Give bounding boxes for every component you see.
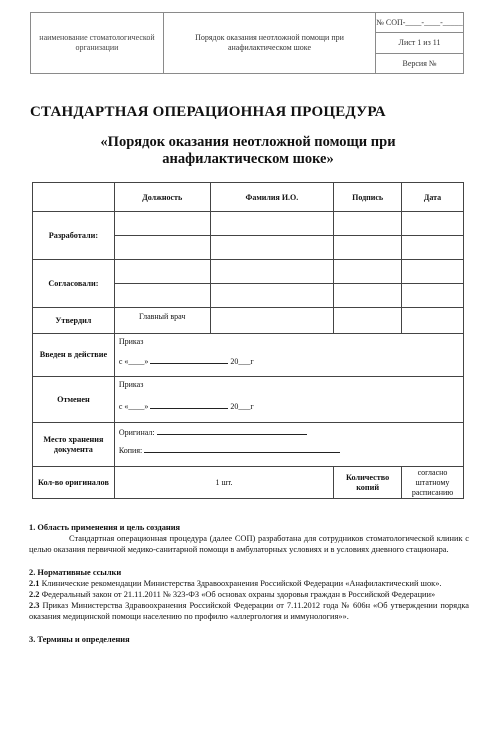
ref-2-1: Клинические рекомендации Министерства Здравоохранения Российской Федерации «Анафилактический шок». [41,579,442,588]
col-name: Фамилия И.О. [210,183,334,212]
table-row [33,308,464,334]
doc-name-cell: Порядок оказания неотложной помощи при анафилактическом шоке [164,13,376,73]
document-body [29,522,469,645]
table-row [33,423,464,467]
approval-table [32,182,464,499]
ref-2-3-number: 2.3 [29,601,40,610]
section-1-title: 1. Область применения и цель создания [29,523,181,532]
table-row [33,467,464,499]
col-date: Дата [402,183,464,212]
copies-count-value: согласно штатному расписанию [402,467,464,499]
cancelled-order-from: с «____» [118,402,149,411]
ref-2-3: Приказ Министерства Здравоохранения Российской Федерации от 7.11.2012 года № 606н «Об утверждении порядка оказания медицинской помощи населению по профилю «аллергология и иммунология»». [29,601,469,621]
original-line [157,427,307,435]
copy-line [144,445,340,453]
org-name-cell: наименование стоматологической организации [31,13,164,73]
table-row [33,212,464,236]
sop-number: № СОП-____-____-_____ [376,18,463,28]
ref-2-2: Федеральный закон от 21.11.2011 № 323-ФЗ «Об основах охраны здоровья граждан в Российской Федерации» [41,590,436,599]
section-2-title: 2. Нормативные ссылки [29,568,122,577]
header-empty [33,183,115,212]
section-3-title: 3. Термины и определения [29,635,130,644]
col-sign: Подпись [334,183,402,212]
cancelled-order-year: 20___г [230,402,254,411]
introduced-order-from: с «____» [118,357,149,366]
ref-2-1-number: 2.1 [29,579,40,588]
introduced-order-line [150,356,228,364]
ref-2-2-number: 2.2 [29,590,40,599]
copies-count-label: Количество копий [334,467,402,499]
version-number: Версия № [376,53,463,73]
storage-label: Место хранения документа [33,423,115,467]
table-row [33,260,464,284]
introduced-order: Приказ [118,337,144,346]
introduced-order-year: 20___г [230,357,254,366]
table-header-row [33,183,464,212]
cancelled-order-line [150,401,228,409]
sheet-number: Лист 1 из 11 [376,32,463,52]
originals-count-value: 1 шт. [114,467,333,499]
section-1-text: Стандартная операционная процедура (далее СОП) разработана для сотрудников стоматологической клиник с целью оказания первичной медико-санитарной помощи в амбулаторных условиях и в условиях дневного стационара. [29,534,469,554]
original-label: Оригинал: [118,428,155,437]
col-position: Должность [114,183,210,212]
table-row [33,334,464,377]
approved-label: Утвердил [33,308,115,334]
page-title: СТАНДАРТНАЯ ОПЕРАЦИОННАЯ ПРОЦЕДУРА [30,104,386,120]
cancelled-order: Приказ [118,380,144,389]
developed-label: Разработали: [33,212,115,260]
originals-count-label: Кол-во оригиналов [33,467,115,499]
approved-position: Главный врач [114,308,210,334]
storage-cell [114,423,463,467]
document-header [30,12,464,74]
doc-meta-cell [376,13,463,73]
agreed-label: Согласовали: [33,260,115,308]
cancelled-label: Отменен [33,377,115,423]
page-subtitle: «Порядок оказания неотложной помощи при анафилактическом шоке» [100,134,396,167]
copy-label: Копия: [118,446,143,455]
cancelled-order-cell [114,377,463,423]
table-row [33,377,464,423]
introduced-order-cell [114,334,463,377]
introduced-label: Введен в действие [33,334,115,377]
